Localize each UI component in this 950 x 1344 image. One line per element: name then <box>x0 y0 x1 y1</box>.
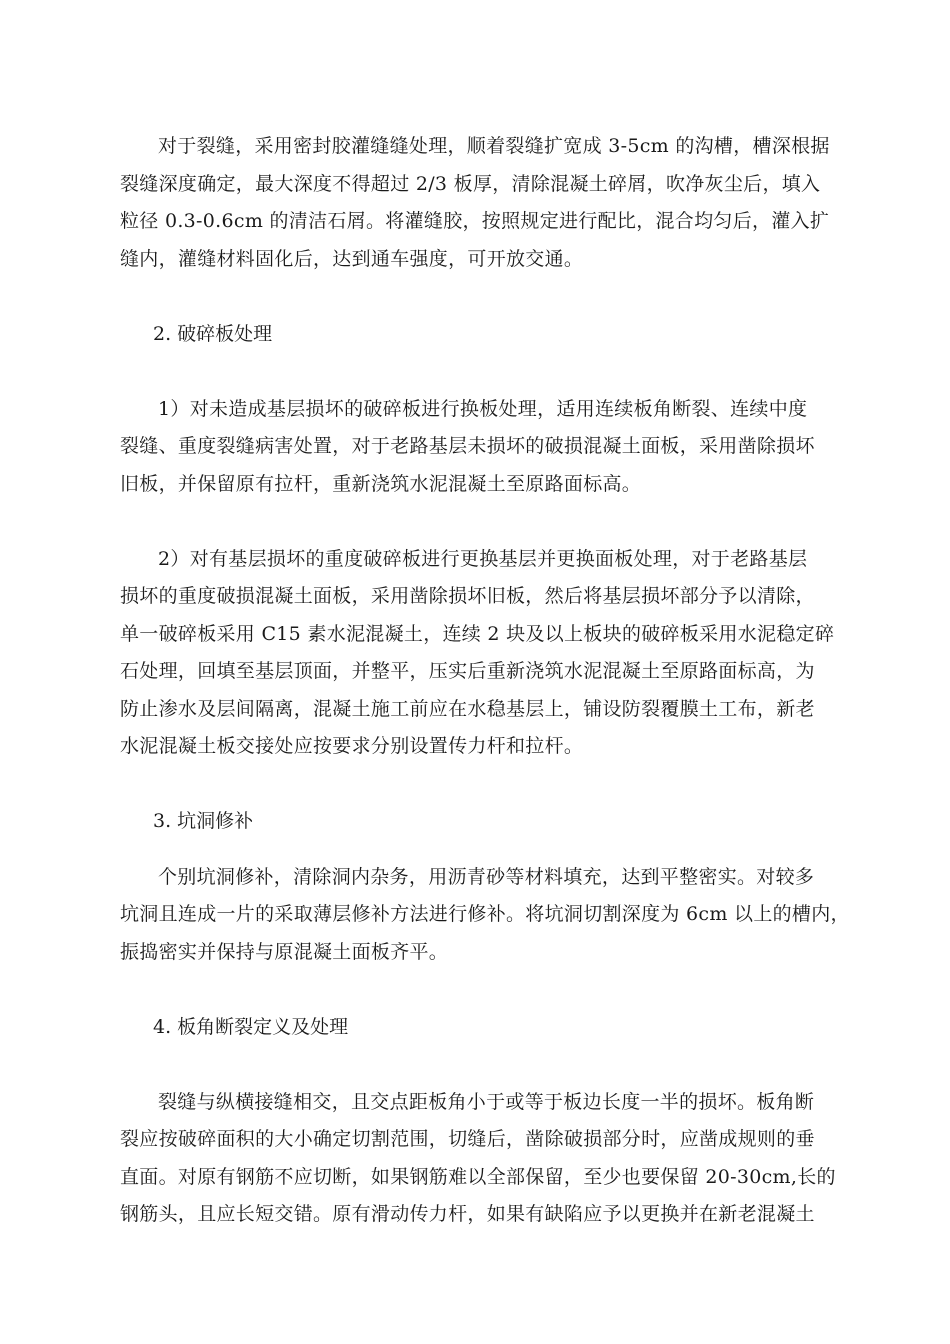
text-line: 粒径 0.3-0.6cm 的清洁石屑。将灌缝胶，按照规定进行配比，混合均匀后，灌入扩 <box>120 210 830 232</box>
paragraph-pothole <box>120 859 850 972</box>
text-line: 振捣密实并保持与原混凝土面板齐平。 <box>120 940 449 963</box>
text-line: 水泥混凝土板交接处应按要求分别设置传力杆和拉杆。 <box>120 735 584 757</box>
section-heading-broken-slab: 2. 破碎板处理 <box>153 322 273 345</box>
paragraph-broken-slab-1 <box>120 391 840 504</box>
text-line: 钢筋头，且应长短交错。原有滑动传力杆，如果有缺陷应予以更换并在新老混凝土 <box>120 1203 815 1225</box>
text-line: 裂应按破碎面积的大小确定切割范围，切缝后，凿除破损部分时，应凿成规则的垂 <box>120 1128 815 1150</box>
text-line: 直面。对原有钢筋不应切断，如果钢筋难以全部保留，至少也要保留 20-30cm,长的 <box>120 1165 836 1188</box>
paragraph-corner-break <box>120 1084 840 1234</box>
paragraph-crack-treatment <box>120 128 840 278</box>
text-line: 裂缝、重度裂缝病害处置，对于老路基层未损坏的破损混凝土面板，采用凿除损坏 <box>120 435 815 457</box>
text-line: 缝内，灌缝材料固化后，达到通车强度，可开放交通。 <box>120 247 584 270</box>
section-heading-pothole: 3. 坑洞修补 <box>153 810 254 832</box>
text-line: 裂缝深度确定，最大深度不得超过 2/3 板厚，清除混凝土碎屑，吹净灰尘后，填入 <box>120 172 821 195</box>
text-line: 损坏的重度破损混凝土面板，采用凿除损坏旧板，然后将基层损坏部分予以清除， <box>120 585 815 607</box>
document-page <box>120 128 850 1234</box>
paragraph-broken-slab-2 <box>120 541 840 766</box>
text-line: 2）对有基层损坏的重度破碎板进行更换基层并更换面板处理，对于老路基层 <box>158 547 808 570</box>
text-line: 坑洞且连成一片的采取薄层修补方法进行修补。将坑洞切割深度为 6cm 以上的槽内， <box>120 903 850 925</box>
text-line: 旧板，并保留原有拉杆，重新浇筑水泥混凝土至原路面标高。 <box>120 472 642 495</box>
text-line: 防止渗水及层间隔离，混凝土施工前应在水稳基层上，铺设防裂覆膜土工布，新老 <box>120 697 815 720</box>
text-line: 裂缝与纵横接缝相交，且交点距板角小于或等于板边长度一半的损坏。板角断 <box>158 1090 815 1113</box>
section-heading-corner-break: 4. 板角断裂定义及处理 <box>153 1015 349 1038</box>
text-line: 对于裂缝，采用密封胶灌缝缝处理，顺着裂缝扩宽成 3-5cm 的沟槽，槽深根据 <box>158 135 830 157</box>
text-line: 个别坑洞修补，清除洞内杂务，用沥青砂等材料填充，达到平整密实。对较多 <box>158 865 815 888</box>
text-line: 单一破碎板采用 C15 素水泥混凝土，连续 2 块及以上板块的破碎板采用水泥稳定碎 <box>120 622 835 645</box>
text-line: 1）对未造成基层损坏的破碎板进行换板处理，适用连续板角断裂、连续中度 <box>158 397 808 420</box>
text-line: 石处理，回填至基层顶面，并整平，压实后重新浇筑水泥混凝土至原路面标高，为 <box>120 660 815 682</box>
